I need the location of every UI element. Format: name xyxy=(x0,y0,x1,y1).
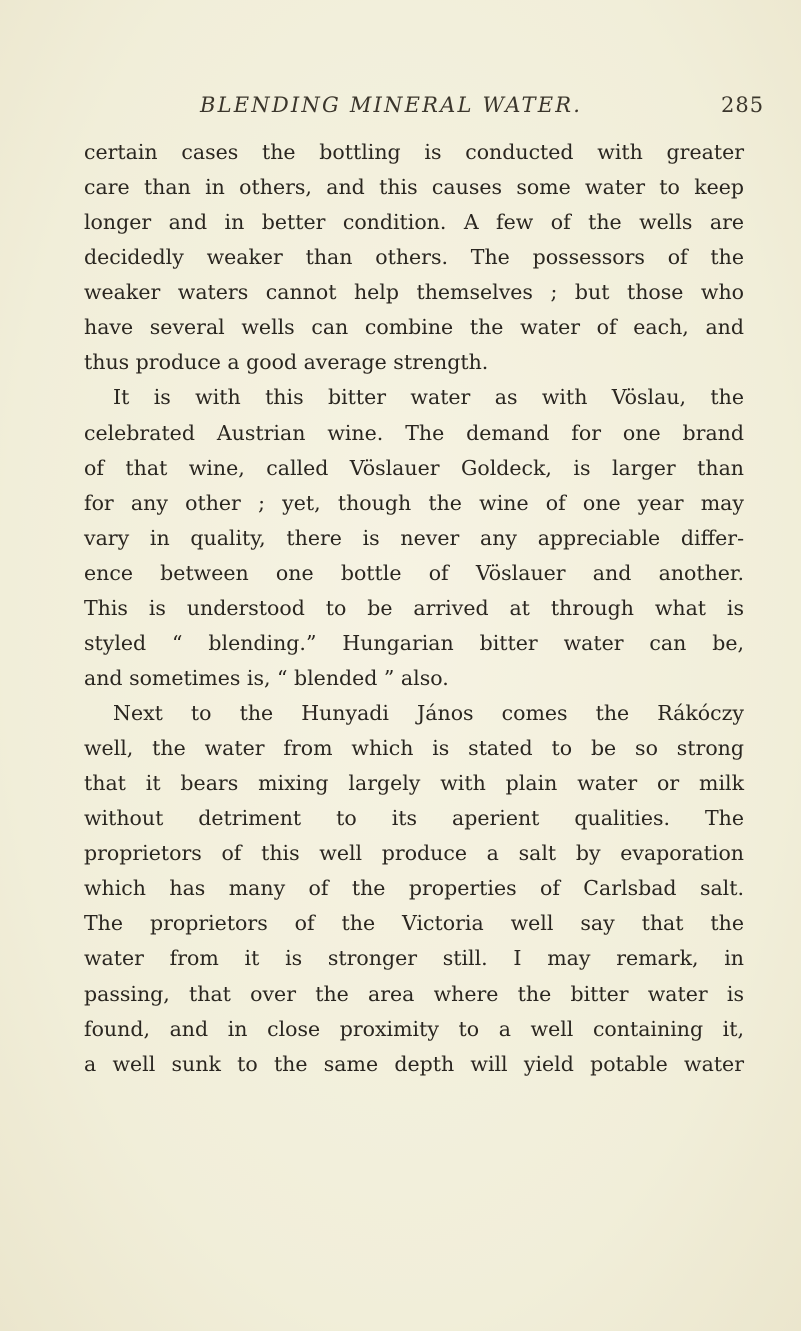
text-line: for any other ; yet, though the wine of one year may xyxy=(84,490,744,515)
text-line: longer and in better condition. A few of the wells are xyxy=(84,210,744,235)
text-line: It is with this bitter water as with Vöslau, the xyxy=(113,385,744,410)
text-line: The proprietors of the Victoria well say that the xyxy=(84,911,744,936)
text-line: passing, that over the area where the bitter water is xyxy=(84,981,744,1006)
text-line: found, and in close proximity to a well containing it, xyxy=(84,1016,744,1041)
text-line: proprietors of this well produce a salt by evaporation xyxy=(84,841,744,866)
text-line: ence between one bottle of Vöslauer and another. xyxy=(84,560,744,585)
text-line: This is understood to be arrived at through what is xyxy=(84,595,744,620)
text-line: of that wine, called Vöslauer Goldeck, is larger than xyxy=(84,455,744,480)
text-line: which has many of the properties of Carlsbad salt. xyxy=(84,876,744,901)
text-line: and sometimes is, “ blended ” also. xyxy=(84,665,449,690)
text-line: weaker waters cannot help themselves ; but those who xyxy=(84,280,744,305)
text-line: vary in quality, there is never any appreciable differ- xyxy=(84,525,744,550)
text-line: celebrated Austrian wine. The demand for one brand xyxy=(84,420,744,445)
text-line: care than in others, and this causes some water to keep xyxy=(84,175,744,200)
text-line: without detriment to its aperient qualities. The xyxy=(84,806,744,831)
text-line: well, the water from which is stated to be so strong xyxy=(84,736,744,761)
text-line: styled “ blending.” Hungarian bitter water can be, xyxy=(84,630,744,655)
text-line: thus produce a good average strength. xyxy=(84,350,489,375)
text-line: have several wells can combine the water of each, and xyxy=(84,315,744,340)
body-text xyxy=(84,135,744,1082)
page-number: 285 xyxy=(721,93,765,117)
text-line: water from it is stronger still. I may remark, in xyxy=(84,946,744,971)
text-line: decidedly weaker than others. The possessors of the xyxy=(84,245,744,270)
text-line: certain cases the bottling is conducted with greater xyxy=(84,140,744,164)
text-line: that it bears mixing largely with plain water or milk xyxy=(84,771,744,796)
text-line: Next to the Hunyadi János comes the Rákóczy xyxy=(113,701,744,725)
text-line: a well sunk to the same depth will yield potable water xyxy=(84,1051,744,1076)
running-head-title: BLENDING MINERAL WATER. xyxy=(200,93,583,117)
